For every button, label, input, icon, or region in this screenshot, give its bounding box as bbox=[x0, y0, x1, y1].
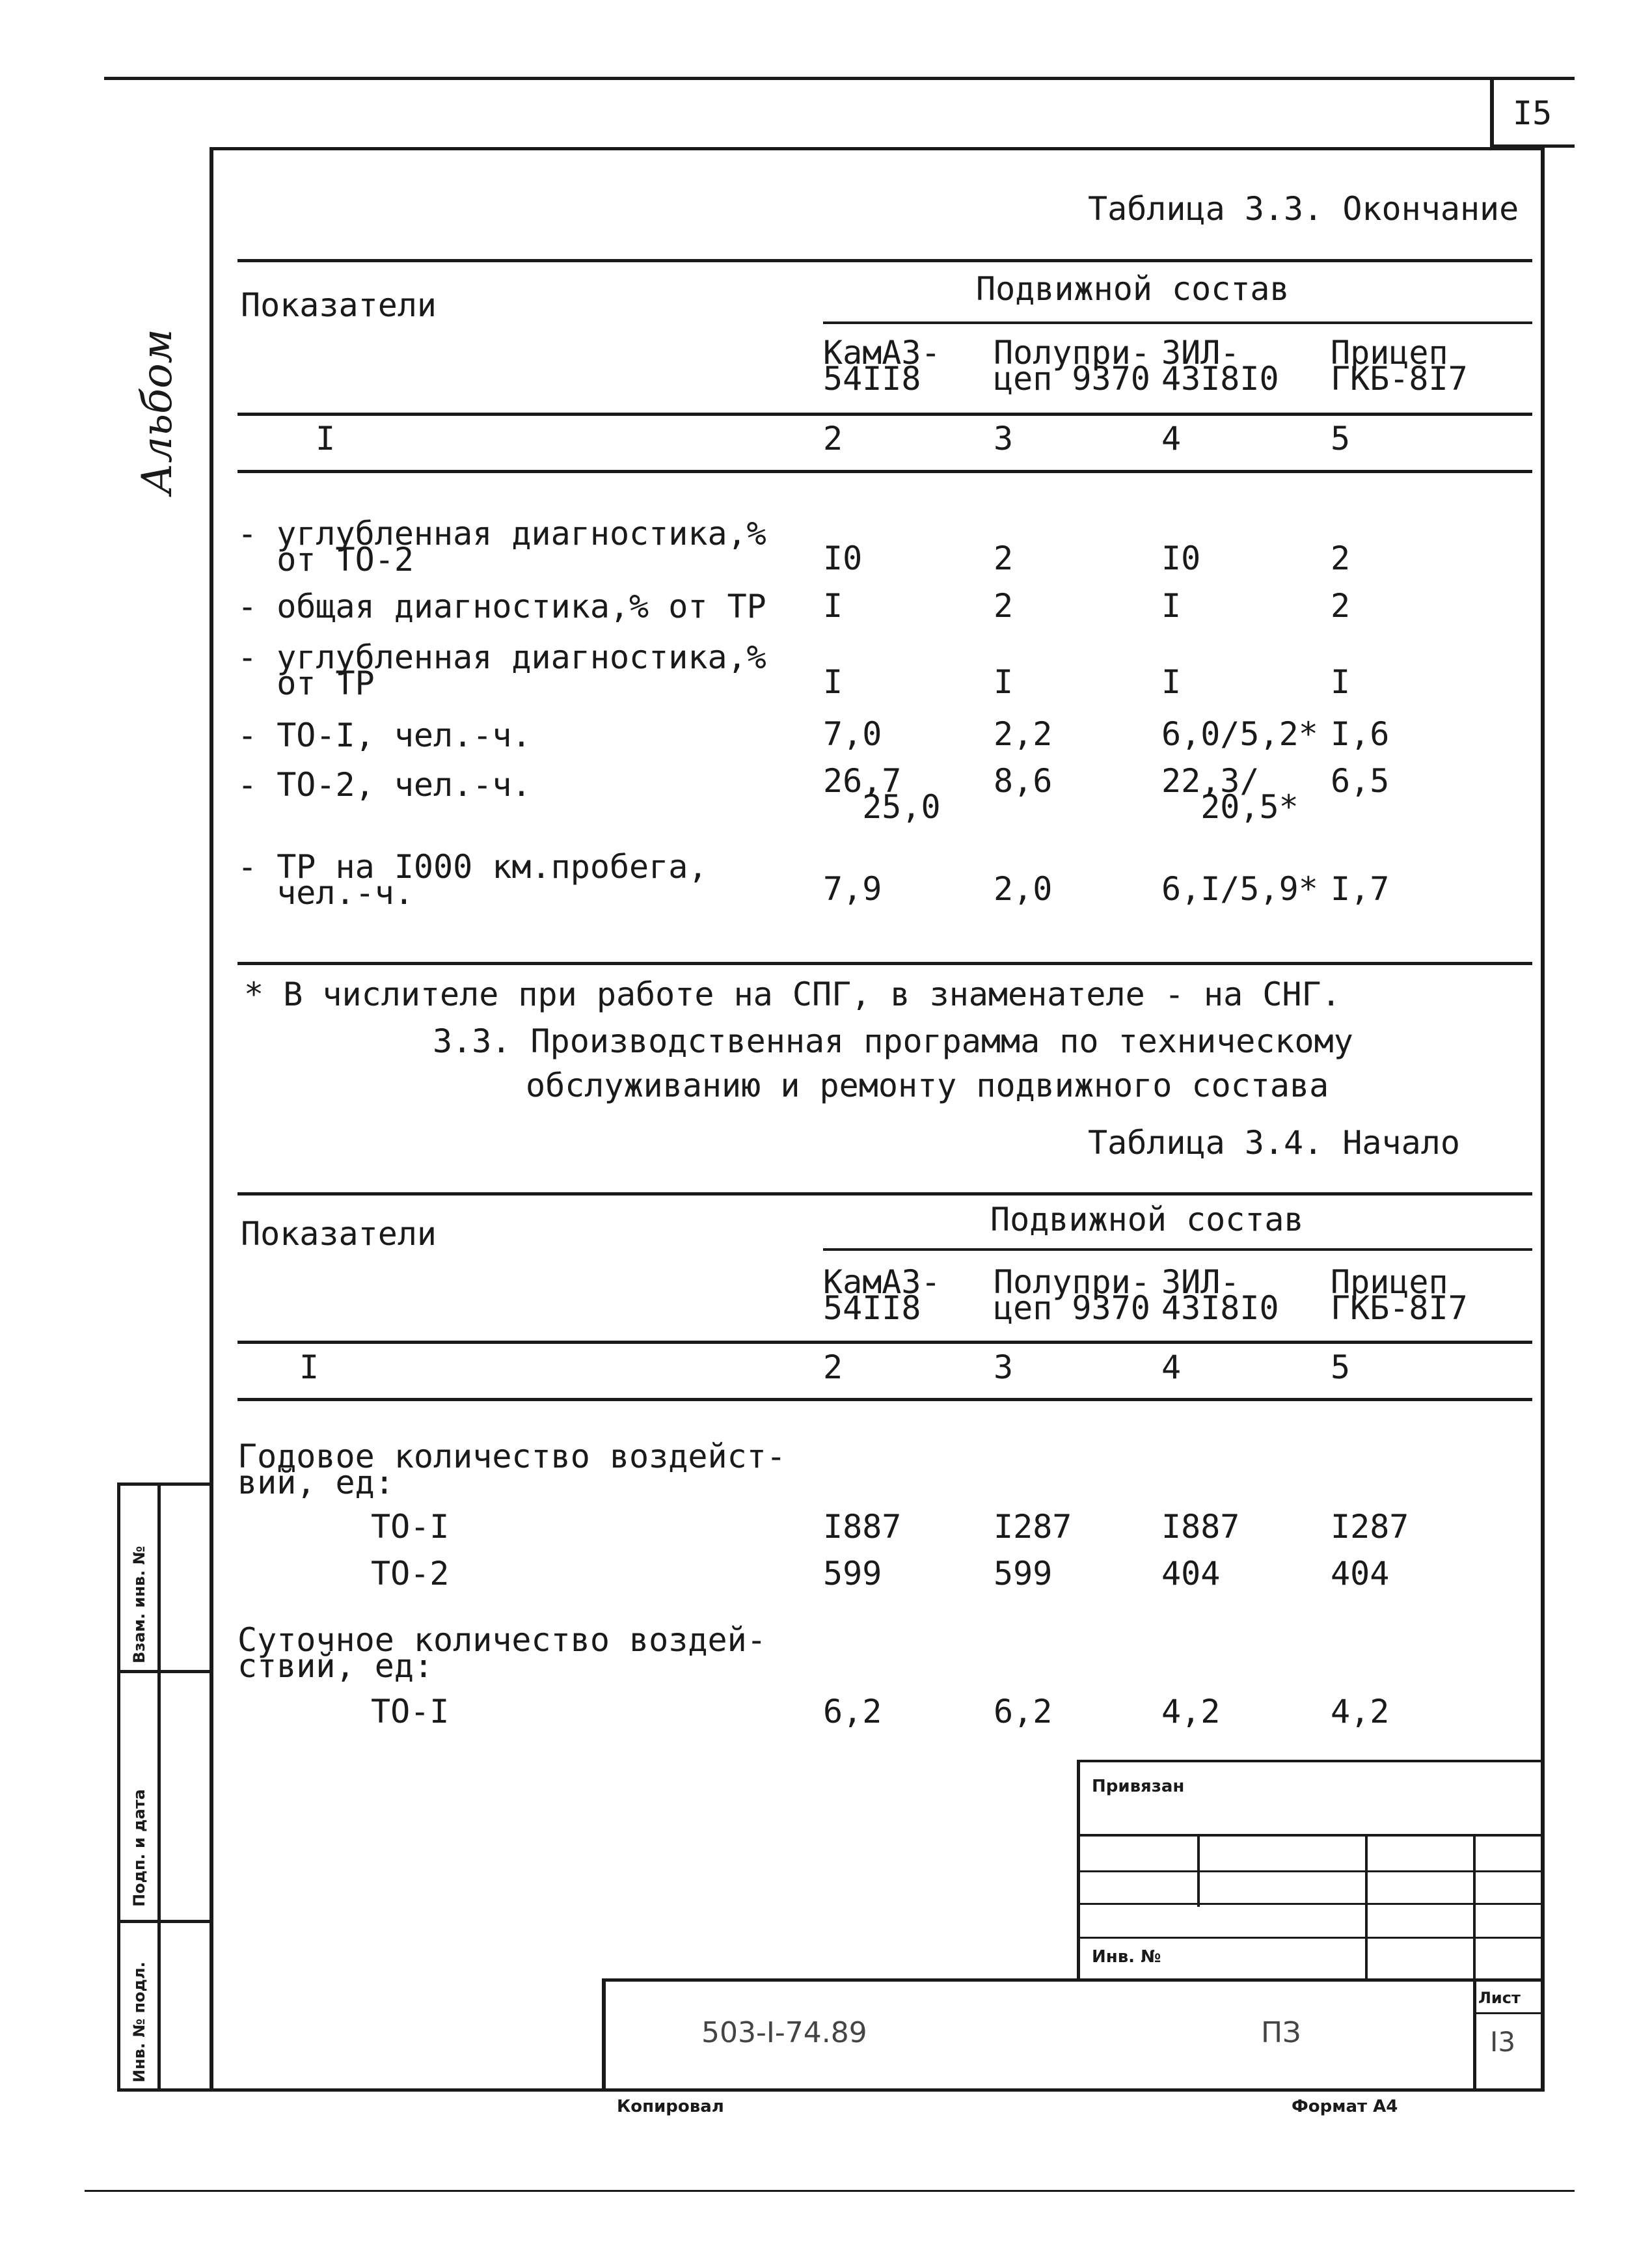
table-b-col-zil: ЗИЛ- 43I8I0 bbox=[1161, 1263, 1279, 1327]
frame-left bbox=[210, 147, 213, 2092]
footer-copied-by: Копировал bbox=[617, 2097, 724, 2116]
table-b-header-group: Подвижной состав bbox=[990, 1201, 1304, 1238]
side-stamp-signature: Подп. и дата bbox=[130, 1789, 148, 1907]
table-b-col-kamaz: КамАЗ- 54II8 bbox=[823, 1263, 941, 1327]
side-stamp-sep2 bbox=[117, 1920, 211, 1923]
table-b-num-5: 5 bbox=[1331, 1348, 1351, 1386]
table-b-row-label: ТО-2 bbox=[371, 1555, 450, 1592]
table-a-cell: 2 bbox=[994, 587, 1014, 625]
table-a-col-zil: ЗИЛ- 43I8I0 bbox=[1161, 334, 1279, 398]
table-a-cell: 6,I/5,9* bbox=[1161, 870, 1318, 908]
bottom-rule bbox=[85, 2190, 1575, 2192]
page-number: I5 bbox=[1513, 94, 1552, 132]
table-b-cell: I287 bbox=[1331, 1508, 1409, 1546]
table-b-numbers-rule bbox=[237, 1398, 1532, 1401]
table-b-header-indicator: Показатели bbox=[241, 1215, 437, 1253]
table-a-num-3: 3 bbox=[994, 420, 1014, 458]
table-b-num-1: I bbox=[299, 1348, 319, 1386]
table-b-header-rule bbox=[237, 1341, 1532, 1344]
table-b-group-rule bbox=[823, 1248, 1532, 1251]
table-a-cell: 2 bbox=[1331, 540, 1351, 577]
table-b-cell: 599 bbox=[823, 1555, 882, 1592]
title-block-sheet-divider bbox=[1473, 1978, 1476, 2092]
table-a-group-rule bbox=[823, 321, 1532, 324]
table-b-cell: 4,2 bbox=[1161, 1693, 1221, 1730]
table-a-cell: I bbox=[1161, 587, 1182, 625]
sheet-label: Лист bbox=[1478, 1989, 1521, 2007]
table-a-top-rule bbox=[237, 259, 1532, 262]
title-block-sheet-rule bbox=[1473, 2012, 1543, 2014]
table-b-row-label: ТО-I bbox=[371, 1508, 450, 1546]
title-block-left bbox=[602, 1978, 606, 2092]
table-b-cell: I887 bbox=[1161, 1508, 1240, 1546]
footer-format: Формат А4 bbox=[1292, 2097, 1398, 2116]
table-a-num-5: 5 bbox=[1331, 420, 1351, 458]
table-b-col-trailer: Прицеп ГКБ-8I7 bbox=[1331, 1263, 1468, 1327]
table-a-cell: 7,0 bbox=[823, 715, 882, 753]
frame-right bbox=[1541, 147, 1545, 2092]
table-a-cell: 2,2 bbox=[994, 715, 1053, 753]
side-stamp-top bbox=[117, 1482, 211, 1486]
stamp-grid-v3 bbox=[1473, 1835, 1476, 1978]
frame-bottom bbox=[117, 2088, 1545, 2092]
table-b-num-2: 2 bbox=[823, 1348, 843, 1386]
table-b-cell: I287 bbox=[994, 1508, 1072, 1546]
table-a-cell: I bbox=[994, 663, 1014, 701]
table-b-cell: 6,2 bbox=[994, 1693, 1053, 1730]
side-stamp-left bbox=[117, 1482, 120, 2092]
top-rule bbox=[104, 77, 1575, 80]
table-a-num-2: 2 bbox=[823, 420, 843, 458]
document-type: ПЗ bbox=[1261, 2016, 1301, 2049]
stamp-grid-v1 bbox=[1197, 1835, 1200, 1907]
stamp-grid-v2 bbox=[1365, 1835, 1368, 1978]
table-b-row-label: ТО-I bbox=[371, 1693, 450, 1730]
table-a-num-4: 4 bbox=[1161, 420, 1182, 458]
frame-top bbox=[211, 147, 1542, 150]
table-a-cell: 8,6 bbox=[994, 762, 1053, 800]
table-a-header-group: Подвижной состав bbox=[976, 270, 1290, 308]
side-stamp-sep1 bbox=[117, 1670, 211, 1673]
table-a-cell: 26,7 25,0 bbox=[823, 762, 941, 826]
table-a-col-semitrailer: Полупри- цеп 9370 bbox=[994, 334, 1150, 398]
table-a-cell: 6,5 bbox=[1331, 762, 1390, 800]
table-a-header-rule bbox=[237, 413, 1532, 416]
table-b-caption: Таблица 3.4. Начало bbox=[1088, 1124, 1460, 1162]
table-a-cell: 2 bbox=[1331, 587, 1351, 625]
table-b-cell: 404 bbox=[1161, 1555, 1221, 1592]
stamp-block-top bbox=[1077, 1760, 1543, 1762]
table-a-numbers-rule bbox=[237, 470, 1532, 473]
title-block-top bbox=[604, 1978, 1543, 1982]
table-b-cell: 599 bbox=[994, 1555, 1053, 1592]
table-a-cell: I0 bbox=[823, 540, 863, 577]
section-title-line1: 3.3. Производственная программа по техническому bbox=[433, 1022, 1353, 1060]
document-code: 503-I-74.89 bbox=[701, 2016, 867, 2049]
table-a-row-label: - ТО-2, чел.-ч. bbox=[237, 766, 532, 804]
table-b-top-rule bbox=[237, 1192, 1532, 1195]
table-a-cell: I,7 bbox=[1331, 870, 1390, 908]
table-a-row-label: - общая диагностика,% от ТР bbox=[237, 588, 766, 625]
table-a-cell: I bbox=[1331, 663, 1351, 701]
table-a-cell: I,6 bbox=[1331, 715, 1390, 753]
table-a-row-label: - углубленная диагностика,% от ТО-2 bbox=[237, 515, 766, 579]
table-b-cell: 4,2 bbox=[1331, 1693, 1390, 1730]
table-b-col-semitrailer: Полупри- цеп 9370 bbox=[994, 1263, 1150, 1327]
table-a-bottom-rule bbox=[237, 962, 1532, 965]
table-b-group1-label: Годовое количество воздейст- вий, ед: bbox=[237, 1438, 786, 1501]
table-a-cell: 22,3/ 20,5* bbox=[1161, 762, 1299, 826]
table-b-cell: 404 bbox=[1331, 1555, 1390, 1592]
table-a-cell: 7,9 bbox=[823, 870, 882, 908]
footnote: * В числителе при работе на СПГ, в знаменателе - на СНГ. bbox=[244, 976, 1341, 1013]
table-a-num-1: I bbox=[316, 420, 336, 458]
table-a-row-label: - ТР на I000 км.пробега, чел.-ч. bbox=[237, 848, 708, 912]
table-a-col-trailer: Прицеп ГКБ-8I7 bbox=[1331, 334, 1468, 398]
table-b-num-3: 3 bbox=[994, 1348, 1014, 1386]
table-a-row-label: - углубленная диагностика,% от ТР bbox=[237, 638, 766, 702]
table-a-cell: 2,0 bbox=[994, 870, 1053, 908]
section-title-line2: обслуживанию и ремонту подвижного состава bbox=[526, 1067, 1329, 1104]
stamp-bound-label: Привязан bbox=[1092, 1777, 1185, 1796]
side-stamp-replacement: Взам. инв. № bbox=[130, 1546, 148, 1663]
table-a-cell: I bbox=[823, 587, 843, 625]
album-handwritten-label: Альбом bbox=[133, 329, 182, 495]
table-a-cell: I bbox=[823, 663, 843, 701]
table-a-cell: 6,0/5,2* bbox=[1161, 715, 1318, 753]
page-number-divider bbox=[1490, 77, 1494, 147]
sheet-number: I3 bbox=[1490, 2026, 1516, 2058]
table-a-cell: I bbox=[1161, 663, 1182, 701]
table-b-num-4: 4 bbox=[1161, 1348, 1182, 1386]
stamp-inv-label: Инв. № bbox=[1092, 1947, 1161, 1967]
table-a-cell: I0 bbox=[1161, 540, 1201, 577]
table-b-cell: I887 bbox=[823, 1508, 902, 1546]
table-a-col-kamaz: КамАЗ- 54II8 bbox=[823, 334, 941, 398]
table-b-cell: 6,2 bbox=[823, 1693, 882, 1730]
table-a-row-label: - ТО-I, чел.-ч. bbox=[237, 717, 532, 754]
table-b-group2-label: Суточное количество воздей- ствий, ед: bbox=[237, 1621, 766, 1685]
table-a-cell: 2 bbox=[994, 540, 1014, 577]
table-a-caption: Таблица 3.3. Окончание bbox=[1088, 190, 1519, 228]
side-stamp-mid bbox=[157, 1482, 161, 2092]
table-a-header-indicator: Показатели bbox=[241, 286, 437, 324]
side-stamp-inventory: Инв. № подл. bbox=[130, 1961, 148, 2083]
